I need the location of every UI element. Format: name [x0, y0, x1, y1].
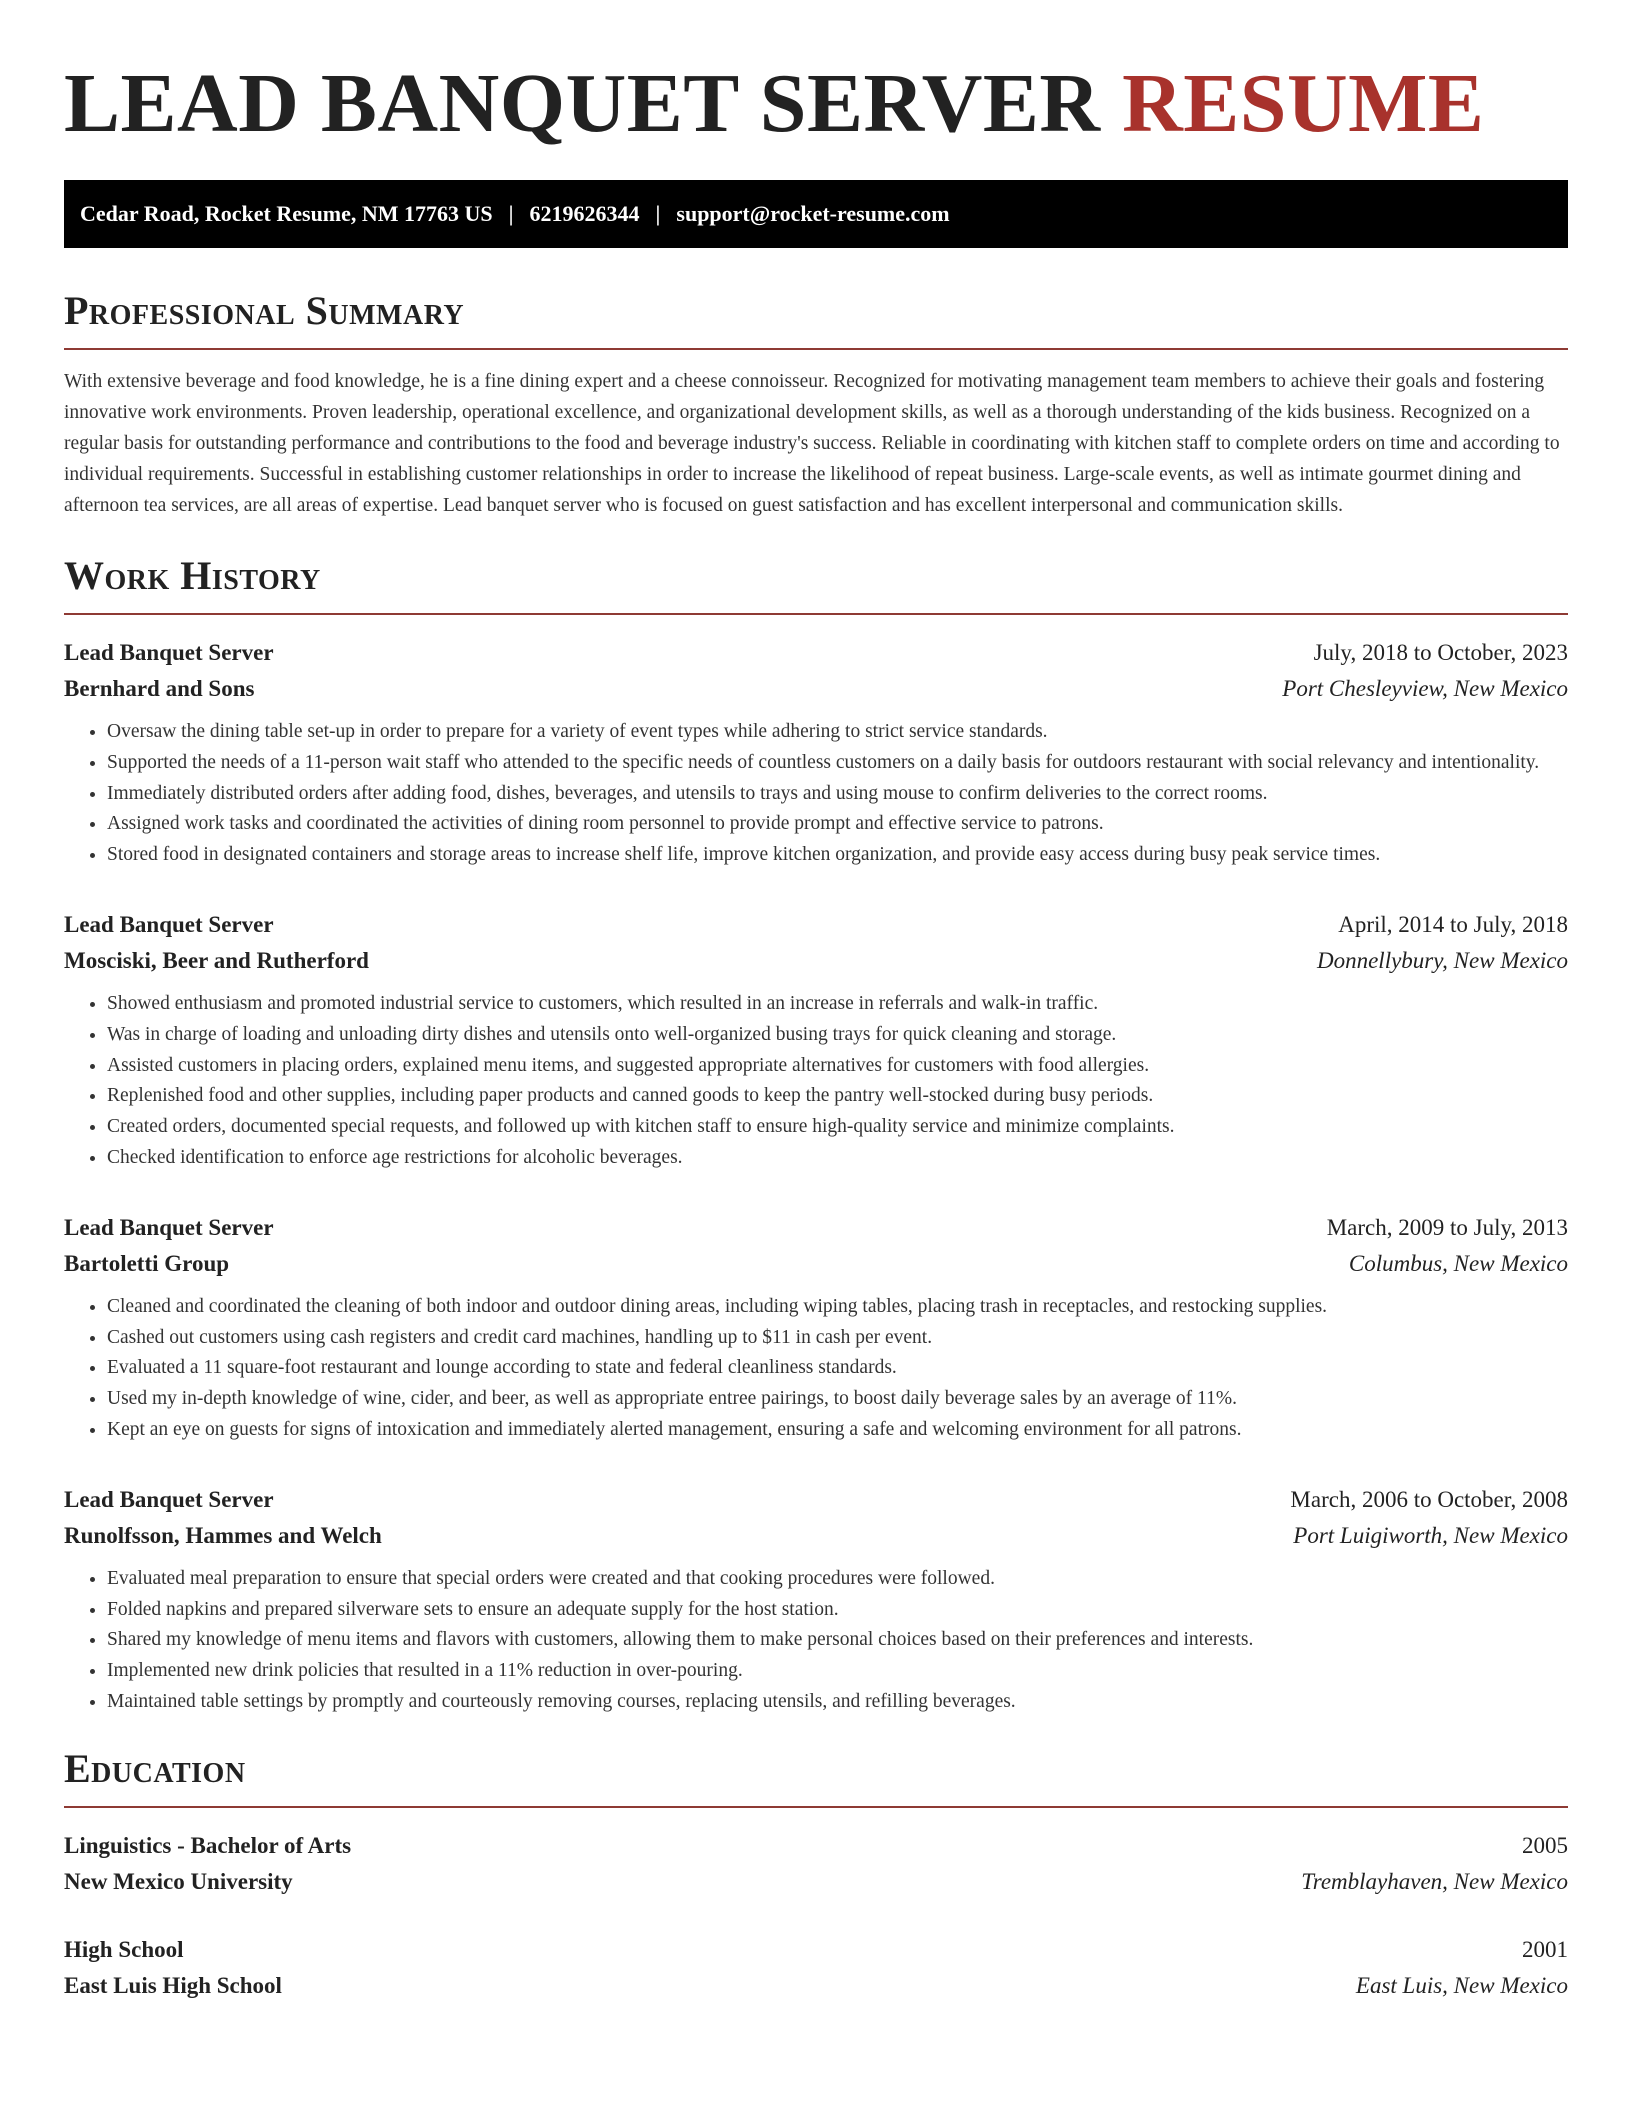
job-dates: July, 2018 to October, 2023 — [1313, 640, 1568, 665]
job-title: Lead Banquet Server — [64, 911, 274, 937]
job-dates: March, 2009 to July, 2013 — [1326, 1214, 1568, 1240]
section-heading-work-history: Work History — [64, 553, 321, 598]
job-duty: • Checked identification to enforce age restrictions for alcoholic beverages. — [107, 1143, 1568, 1174]
contact-phone[interactable]: 6219626344 — [529, 201, 640, 226]
summary-section — [64, 286, 1568, 521]
section-divider — [64, 613, 1568, 615]
job-duty: • Stored food in designated containers and storage areas to increase shelf life, improve kitchen organization, and provide easy access during busy peak service times. — [107, 840, 1568, 871]
job-duty: • Was in charge of loading and unloading dirty dishes and utensils onto well-organized busing trays for quick cleaning and storage. — [107, 1020, 1568, 1051]
education-school-row — [64, 1864, 1568, 1900]
job-header-row — [64, 1210, 1568, 1246]
job-company: Mosciski, Beer and Rutherford — [64, 947, 369, 973]
section-divider — [64, 348, 1568, 350]
job-entry — [64, 1210, 1568, 1446]
job-duties-list — [64, 1564, 1568, 1718]
job-dates: March, 2006 to October, 2008 — [1290, 1486, 1568, 1512]
job-header-row — [64, 907, 1568, 943]
section-heading-education: Education — [64, 1745, 246, 1791]
education-degree: Linguistics - Bachelor of Arts — [64, 1832, 352, 1858]
contact-bar — [64, 180, 1568, 248]
job-duty: • Kept an eye on guests for signs of intoxication and immediately alerted management, ensuring a safe and welcoming environment for all patrons. — [107, 1415, 1568, 1446]
job-duty: • Evaluated a 11 square-foot restaurant and lounge according to state and federal cleanliness standards. — [107, 1353, 1568, 1384]
job-duty: • Cleaned and coordinated the cleaning of both indoor and outdoor dining areas, including wiping tables, placing trash in receptacles, and restocking supplies. — [107, 1292, 1568, 1323]
job-duty: • Immediately distributed orders after adding food, dishes, beverages, and utensils to trays and using mouse to confirm deliveries to the correct rooms. — [107, 779, 1568, 810]
job-duty: • Assigned work tasks and coordinated the activities of dining room personnel to provide prompt and effective service to patrons. — [107, 809, 1568, 840]
job-duty: • Assisted customers in placing orders, explained menu items, and suggested appropriate alternatives for customers with food allergies. — [107, 1051, 1568, 1082]
education-year: 2001 — [1522, 1936, 1568, 1962]
job-duty: • Supported the needs of a 11-person wait staff who attended to the specific needs of countless customers on a daily basis for outdoors restaurant with social relevancy and intentionality. — [107, 748, 1568, 779]
summary-text: With extensive beverage and food knowledge, he is a fine dining expert and a cheese connoisseur. Recognized for motivating management team members to achieve their goals and fostering innovative work environments. Proven leadership, operational excellence, and organizational development skills, as well as a thorough understanding of the kids business. Recognized on a regular basis for outstanding performance and contributions to the food and beverage industry's success. Reliable in coordinating with kitchen staff to complete orders on time and according to individual requirements. Successful in establishing customer relationships in order to increase the likelihood of repeat business. Large-scale events, as well as intimate gourmet dining and afternoon tea services, are all areas of expertise. Lead banquet server who is focused on guest satisfaction and has excellent interpersonal and communication skills. — [64, 371, 1560, 516]
education-school-row — [64, 1968, 1568, 2004]
education-school: New Mexico University — [64, 1868, 293, 1894]
job-duty: • Used my in-depth knowledge of wine, cider, and beer, as well as appropriate entree pairings, to boost daily beverage sales by an average of 11%. — [107, 1384, 1568, 1415]
job-location: Port Chesleyview, New Mexico — [1282, 676, 1568, 701]
job-duty: • Implemented new drink policies that resulted in a 11% reduction in over-pouring. — [107, 1656, 1568, 1687]
job-duty: • Showed enthusiasm and promoted industrial service to customers, which resulted in an increase in referrals and walk-in traffic. — [107, 989, 1568, 1020]
job-header-row — [64, 635, 1568, 671]
resume-page — [64, 56, 1568, 2004]
section-heading-summary: Professional Summary — [64, 288, 465, 333]
work-history-section — [64, 551, 1568, 1718]
education-header-row — [64, 1932, 1568, 1968]
job-header-row — [64, 1482, 1568, 1518]
job-company: Bartoletti Group — [64, 1250, 230, 1276]
job-company-row — [64, 1246, 1568, 1282]
job-duty: • Created orders, documented special requests, and followed up with kitchen staff to ensure high-quality service and minimize complaints. — [107, 1112, 1568, 1143]
contact-separator: | — [508, 201, 514, 226]
job-company-row — [64, 943, 1568, 979]
job-title: Lead Banquet Server — [64, 1486, 274, 1512]
job-entry — [64, 1482, 1568, 1718]
job-entry — [64, 635, 1568, 871]
education-degree: High School — [64, 1936, 184, 1962]
job-duties-list — [64, 717, 1568, 871]
education-school: East Luis High School — [64, 1972, 282, 1998]
job-location: Columbus, New Mexico — [1348, 1250, 1568, 1276]
job-duty: • Evaluated meal preparation to ensure that special orders were created and that cooking procedures were followed. — [107, 1564, 1568, 1595]
job-company: Bernhard and Sons — [64, 676, 255, 701]
contact-email[interactable]: support@rocket-resume.com — [676, 201, 950, 226]
education-year: 2005 — [1522, 1832, 1568, 1858]
contact-separator: | — [655, 201, 661, 226]
job-location: Port Luigiworth, New Mexico — [1293, 1522, 1568, 1548]
education-location: East Luis, New Mexico — [1355, 1972, 1568, 1998]
education-header-row — [64, 1828, 1568, 1864]
job-company-row — [64, 1518, 1568, 1554]
job-company: Runolfsson, Hammes and Welch — [64, 1522, 382, 1548]
education-entry — [64, 1932, 1568, 2004]
job-duty: • Maintained table settings by promptly and courteously removing courses, replacing utensils, and refilling beverages. — [107, 1687, 1568, 1718]
job-duty: • Folded napkins and prepared silverware sets to ensure an adequate supply for the host station. — [107, 1595, 1568, 1626]
job-duty: • Cashed out customers using cash registers and credit card machines, handling up to $11 in cash per event. — [107, 1323, 1568, 1354]
title-main: LEAD BANQUET SERVER — [64, 57, 1101, 150]
job-title: Lead Banquet Server — [64, 1214, 274, 1240]
resume-title — [64, 56, 1568, 152]
title-accent: RESUME — [1122, 57, 1485, 150]
job-duties-list — [64, 989, 1568, 1174]
job-duty: • Replenished food and other supplies, including paper products and canned goods to keep the pantry well-stocked during busy periods. — [107, 1081, 1568, 1112]
job-duty: • Oversaw the dining table set-up in order to prepare for a variety of event types while adhering to strict service standards. — [107, 717, 1568, 748]
job-company-row — [64, 671, 1568, 707]
education-section — [64, 1744, 1568, 2004]
education-entry — [64, 1828, 1568, 1900]
job-duties-list — [64, 1292, 1568, 1446]
job-title: Lead Banquet Server — [64, 640, 274, 665]
job-duty: • Shared my knowledge of menu items and flavors with customers, allowing them to make personal choices based on their preferences and interests. — [107, 1625, 1568, 1656]
education-location: Tremblayhaven, New Mexico — [1301, 1868, 1568, 1894]
job-entry — [64, 907, 1568, 1174]
contact-address: Cedar Road, Rocket Resume, NM 17763 US — [80, 201, 493, 226]
job-dates: April, 2014 to July, 2018 — [1338, 911, 1568, 937]
section-divider — [64, 1806, 1568, 1808]
job-location: Donnellybury, New Mexico — [1316, 947, 1568, 973]
